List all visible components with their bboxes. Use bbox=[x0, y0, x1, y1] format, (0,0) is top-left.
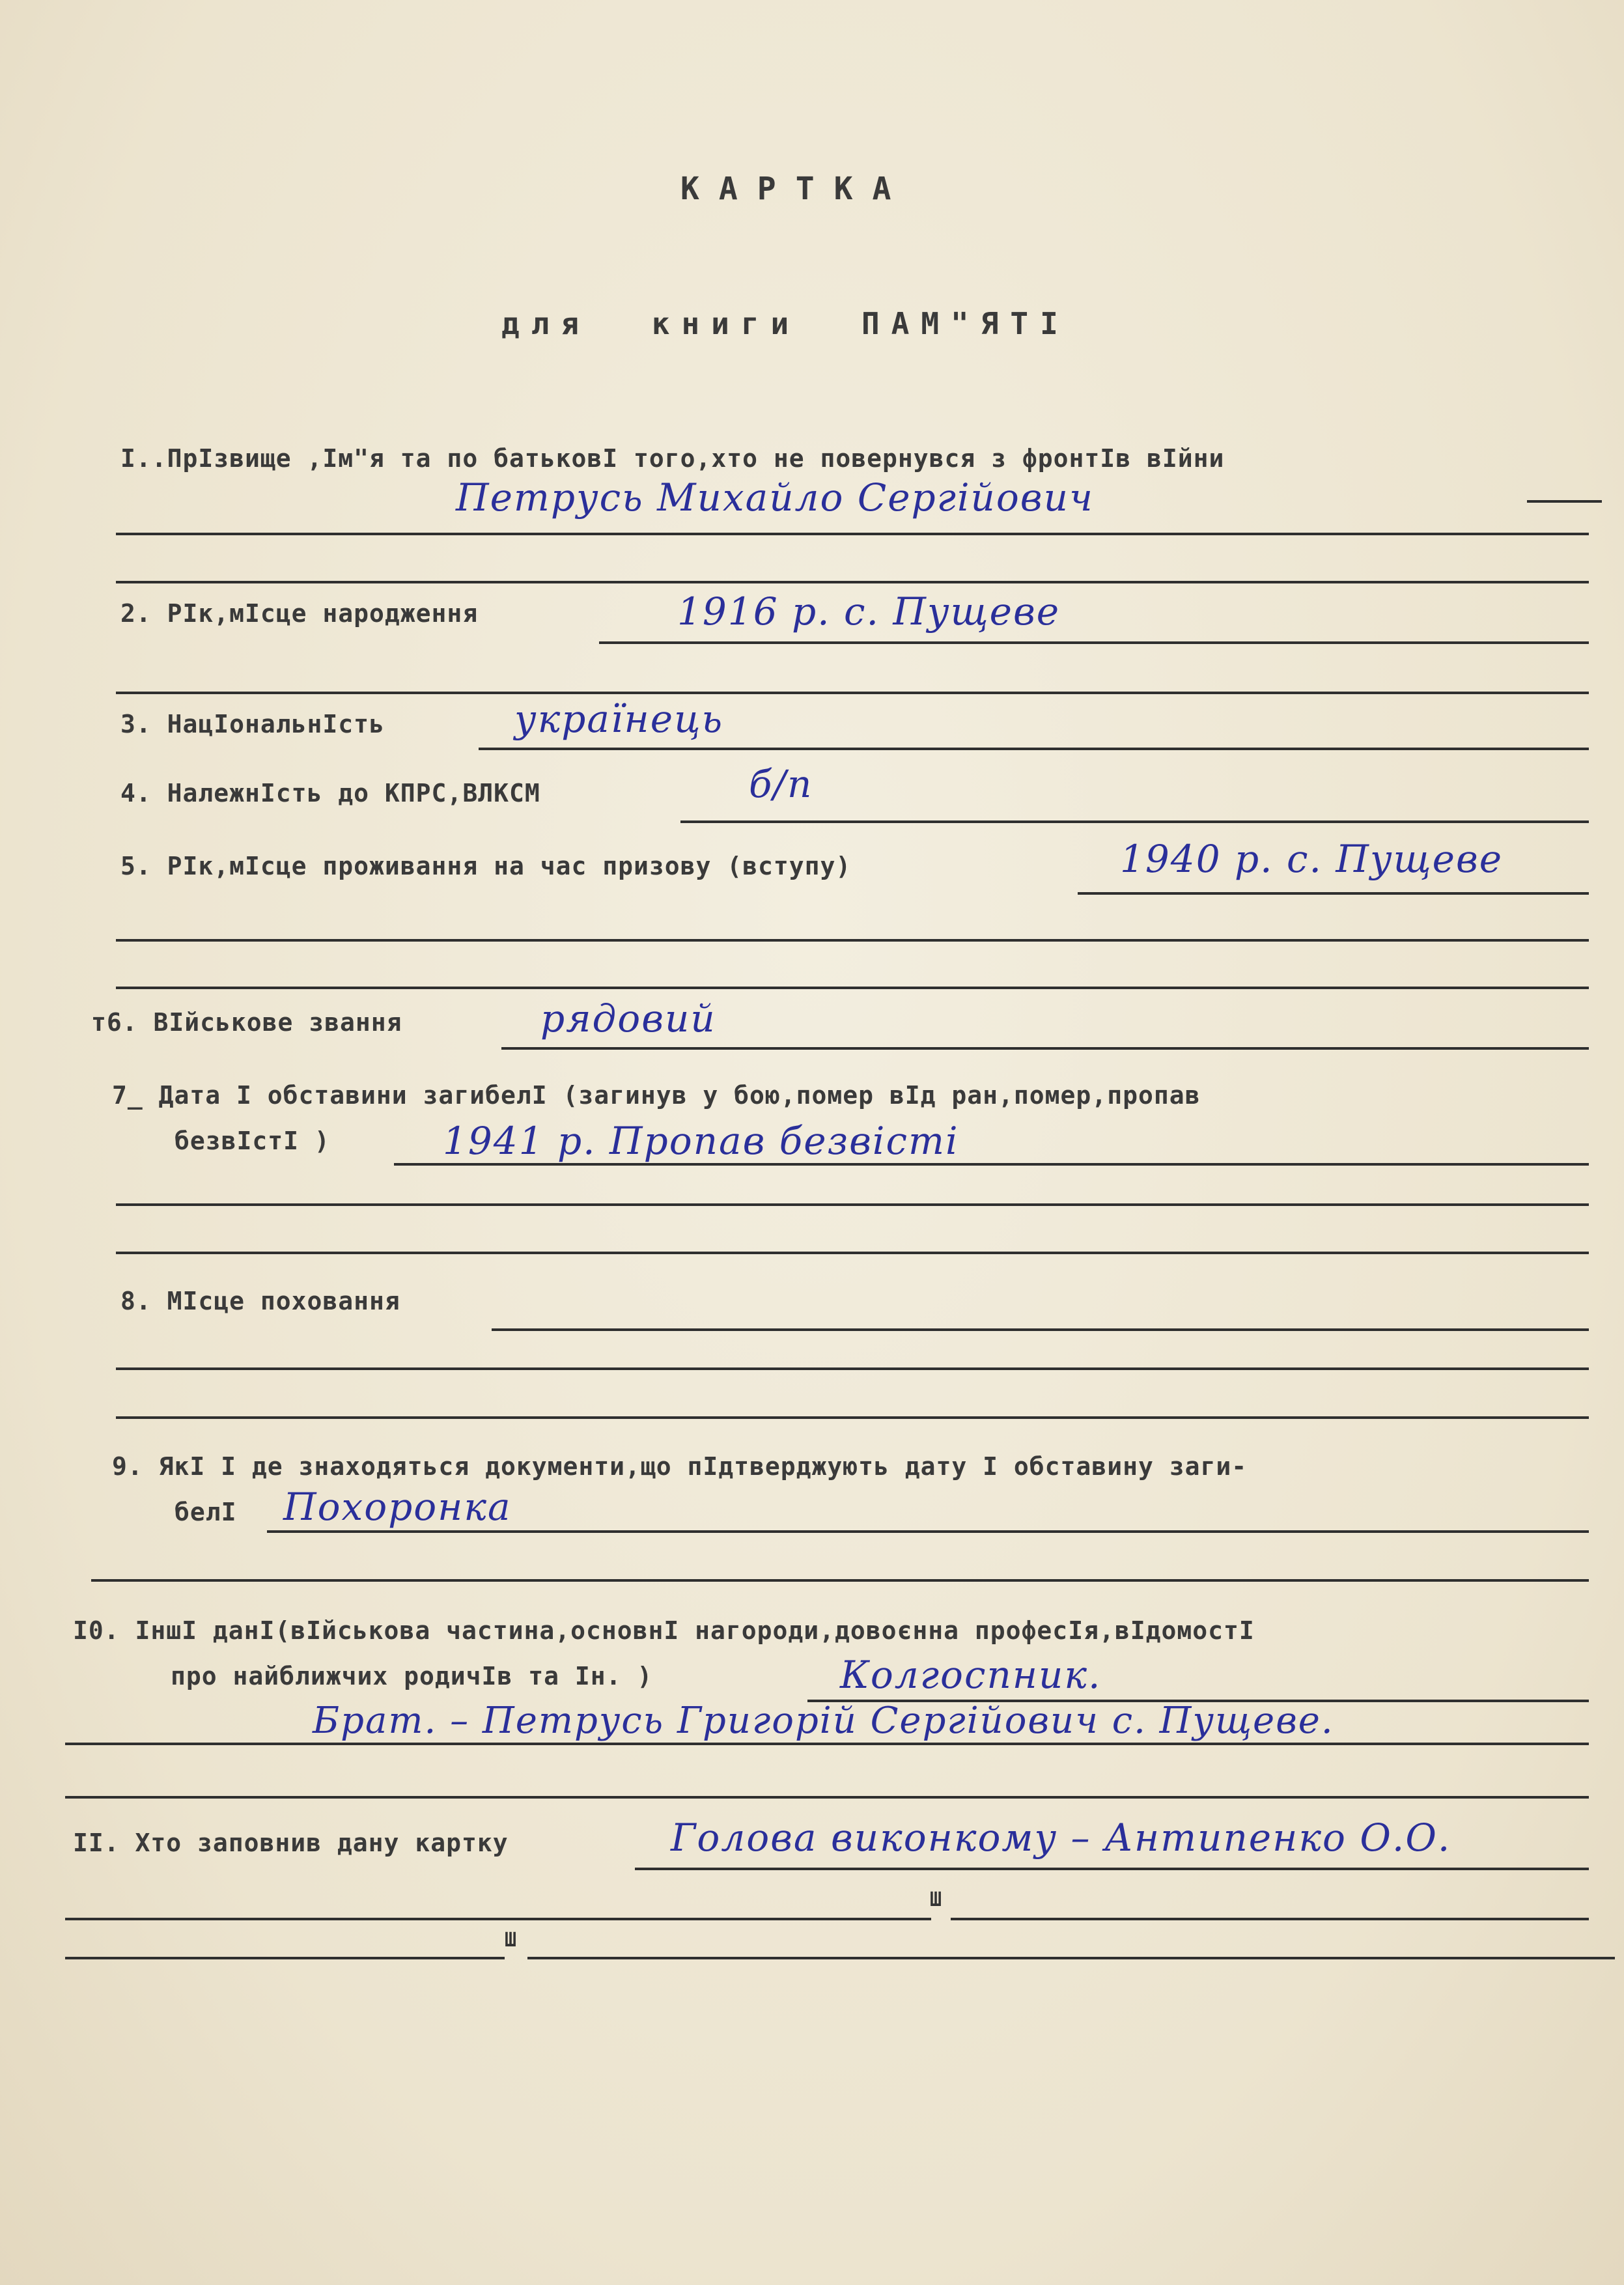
field-7-label-cont: безвІстІ ) bbox=[175, 1127, 330, 1155]
field-6-value: рядовий bbox=[540, 996, 716, 1041]
field-11-value: Голова виконкому – Антипенко О.О. bbox=[671, 1815, 1451, 1860]
field-1-line bbox=[116, 533, 1589, 535]
signature-line-2 bbox=[65, 1957, 505, 1959]
field-6-label: т6. ВІйськове звання bbox=[91, 1008, 402, 1037]
field-10-value: Колгоспник. bbox=[840, 1653, 1102, 1697]
field-8-label: 8. МІсце поховання bbox=[120, 1287, 400, 1315]
field-7-line bbox=[394, 1163, 1589, 1166]
field-2-label: 2. РІк,мІсце народження bbox=[120, 599, 479, 628]
field-8-line bbox=[492, 1328, 1589, 1331]
field-8-line-3 bbox=[116, 1416, 1589, 1419]
field-2-value: 1916 р. с. Пущеве bbox=[677, 589, 1061, 634]
field-5-label: 5. РІк,мІсце проживання на час призову (вступу) bbox=[120, 852, 852, 880]
field-1-value: Петрусь Михайло Сергійович bbox=[456, 475, 1094, 520]
field-7-line-2 bbox=[116, 1203, 1589, 1206]
field-3-label: 3. НацІональнІсть bbox=[120, 710, 385, 738]
signature-line-1-right bbox=[951, 1918, 1589, 1920]
page-title: КАРТКА bbox=[680, 171, 911, 207]
field-11-line bbox=[635, 1868, 1589, 1870]
field-5-line-3 bbox=[116, 987, 1589, 989]
field-3-line bbox=[479, 748, 1589, 750]
page-subtitle: для книги ПАМ"ЯТІ bbox=[501, 306, 1070, 341]
field-1-line-2 bbox=[116, 581, 1589, 583]
field-10-value-cont: Брат. – Петрусь Григорій Сергійович с. Пущеве. bbox=[313, 1700, 1334, 1742]
field-5-line-2 bbox=[116, 939, 1589, 942]
field-10-label-cont: про найближчих родичІв та Ін. ) bbox=[171, 1662, 653, 1690]
signature-mark-1: Ш bbox=[930, 1888, 942, 1911]
field-2-line bbox=[599, 641, 1589, 644]
field-4-label: 4. НалежнІсть до КПРС,ВЛКСМ bbox=[120, 779, 540, 807]
signature-line-2-right bbox=[527, 1957, 1615, 1959]
field-9-line-2 bbox=[91, 1579, 1589, 1582]
field-11-label: ІІ. Хто заповнив дану картку bbox=[73, 1829, 509, 1857]
signature-line-1 bbox=[65, 1918, 931, 1920]
field-7-line-3 bbox=[116, 1252, 1589, 1254]
field-5-value: 1940 р. с. Пущеве bbox=[1120, 837, 1504, 881]
field-7-value: 1941 р. Пропав безвісті bbox=[443, 1119, 959, 1163]
field-4-line bbox=[680, 820, 1589, 823]
field-3-value: українець bbox=[514, 697, 724, 741]
field-8-line-2 bbox=[116, 1367, 1589, 1370]
field-9-value: Похоронка bbox=[283, 1485, 512, 1529]
field-9-label-cont: белІ bbox=[175, 1498, 237, 1526]
field-4-value: б/п bbox=[749, 762, 813, 806]
field-2-line-2 bbox=[116, 692, 1589, 694]
field-1-line-end bbox=[1527, 500, 1602, 503]
field-5-line bbox=[1078, 892, 1589, 895]
field-9-line bbox=[267, 1530, 1589, 1533]
field-10-line-3 bbox=[65, 1796, 1589, 1799]
field-10-line-2 bbox=[65, 1743, 1589, 1745]
field-10-label: І0. ІншІ данІ(вІйськова частина,основнІ нагороди,довоєнна професІя,вІдомостІ bbox=[73, 1616, 1255, 1645]
field-7-label: 7_ Дата І обставини загибелІ (загинув у бою,помер вІд ран,помер,пропав bbox=[112, 1081, 1201, 1110]
signature-mark-2: Ш bbox=[505, 1929, 517, 1952]
field-1-label: І..ПрІзвище ,Ім"я та по батьковІ того,хто не повернувся з фронтІв вІйни bbox=[120, 444, 1225, 473]
field-9-label: 9. ЯкІ І де знаходяться документи,що пІдтверджують дату І обставину заги- bbox=[112, 1452, 1248, 1481]
field-6-line bbox=[501, 1047, 1589, 1050]
